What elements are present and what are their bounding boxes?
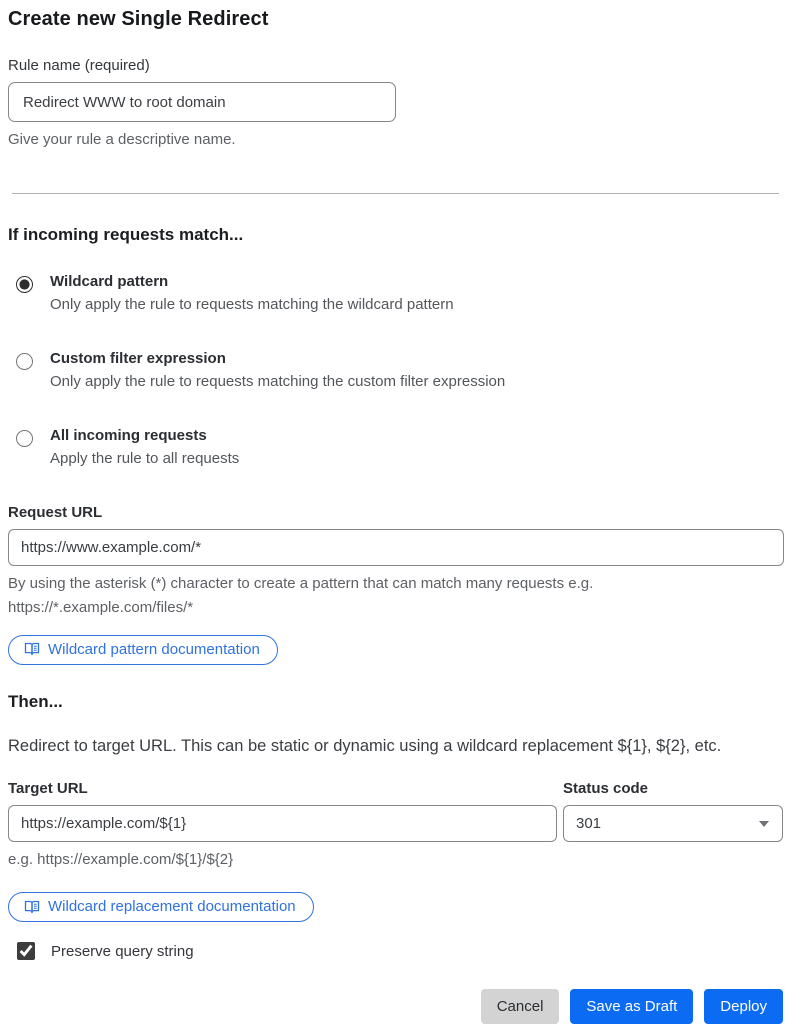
request-url-label: Request URL — [8, 504, 103, 522]
then-description: Redirect to target URL. This can be static or dynamic using a wildcard replacement ${1}, ${2}, etc. — [8, 736, 722, 755]
radio-label[interactable]: Wildcard pattern — [50, 273, 169, 291]
wildcard-pattern-radio[interactable] — [16, 276, 33, 293]
request-url-input[interactable] — [8, 529, 784, 566]
rule-name-label: Rule name (required) — [8, 57, 150, 74]
status-code-group — [563, 780, 783, 871]
status-code-select-wrap — [563, 805, 783, 842]
status-code-label: Status code — [563, 779, 649, 797]
rule-name-help: Give your rule a descriptive name. — [8, 131, 236, 148]
section-divider — [12, 193, 779, 194]
cancel-button[interactable]: Cancel — [481, 989, 560, 1024]
doc-button-label: Wildcard replacement documentation — [48, 898, 296, 915]
preserve-query-label[interactable]: Preserve query string — [51, 942, 194, 960]
save-as-draft-button[interactable]: Save as Draft — [570, 989, 693, 1024]
book-icon — [24, 641, 40, 657]
status-code-select[interactable] — [563, 805, 783, 842]
target-url-input[interactable] — [8, 805, 557, 842]
match-section-heading: If incoming requests match... — [8, 225, 244, 245]
match-type-radio-group — [8, 273, 783, 467]
target-url-label: Target URL — [8, 779, 88, 797]
request-url-group — [8, 504, 783, 665]
wildcard-replacement-doc-button[interactable] — [8, 892, 314, 922]
radio-description: Apply the rule to all requests — [50, 450, 240, 468]
book-icon — [24, 899, 40, 915]
rule-name-group — [8, 57, 783, 151]
page-title: Create new Single Redirect — [8, 8, 269, 30]
target-row — [8, 780, 783, 871]
wildcard-pattern-doc-button[interactable] — [8, 635, 278, 665]
request-url-help: By using the asterisk (*) character to create a pattern that can match many requests e.g. https://*.example.com/files/* — [8, 575, 594, 616]
preserve-query-checkbox[interactable] — [17, 942, 35, 960]
doc-button-label: Wildcard pattern documentation — [48, 640, 260, 658]
radio-label[interactable]: All incoming requests — [50, 427, 207, 445]
radio-description: Only apply the rule to requests matching the wildcard pattern — [50, 296, 454, 314]
custom-filter-radio[interactable] — [16, 353, 33, 370]
form-actions — [8, 989, 783, 1024]
radio-label[interactable]: Custom filter expression — [50, 350, 226, 368]
deploy-button[interactable]: Deploy — [704, 989, 783, 1024]
radio-option-wildcard-pattern[interactable] — [8, 273, 783, 313]
radio-option-custom-filter[interactable] — [8, 350, 783, 390]
then-section-heading: Then... — [8, 691, 63, 711]
rule-name-input[interactable] — [8, 82, 396, 122]
preserve-query-row[interactable] — [8, 942, 783, 960]
all-requests-radio[interactable] — [16, 430, 33, 447]
target-url-group — [8, 780, 557, 871]
radio-option-all-requests[interactable] — [8, 427, 783, 467]
radio-description: Only apply the rule to requests matching the custom filter expression — [50, 373, 506, 391]
target-url-help: e.g. https://example.com/${1}/${2} — [8, 850, 234, 868]
